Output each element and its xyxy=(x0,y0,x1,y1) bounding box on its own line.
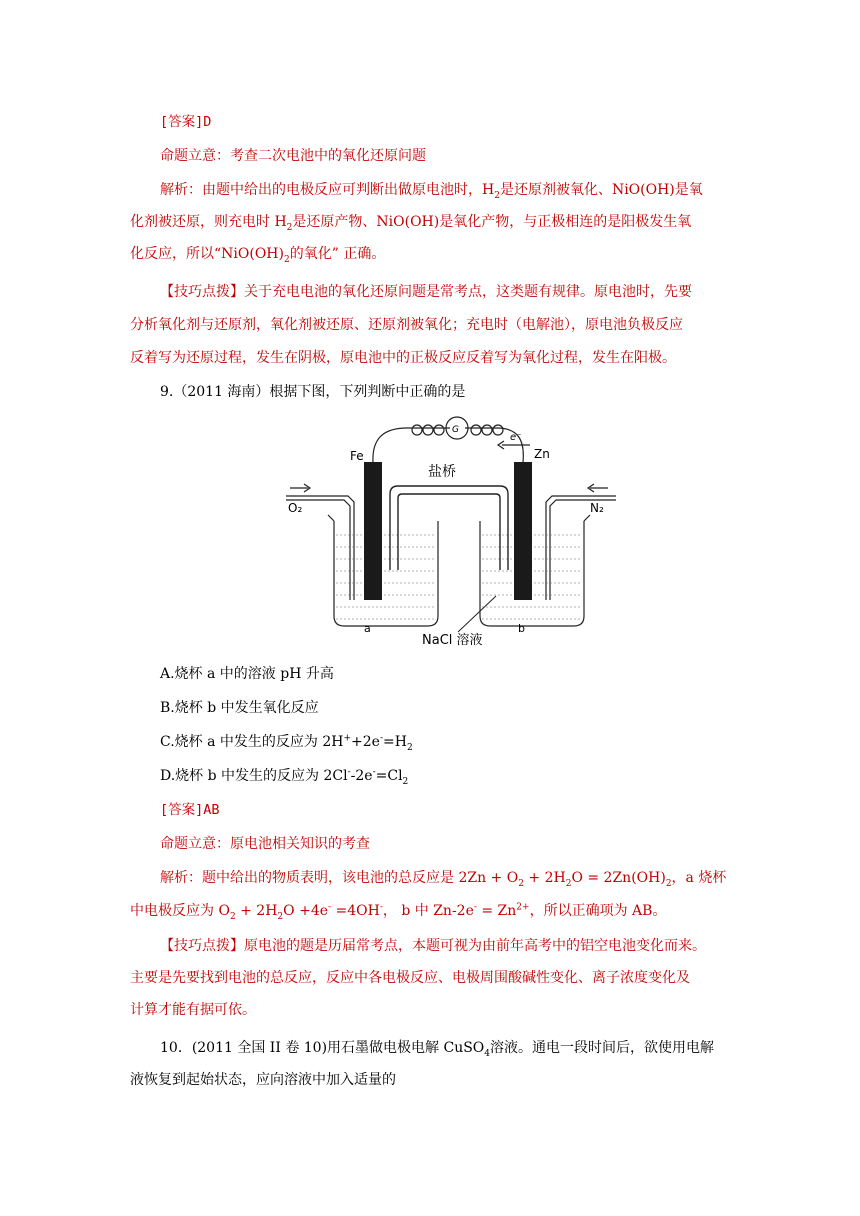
q9-option-c: C.烧杯 a 中发生的反应为 $2H^++2e^-=H_2$ xyxy=(160,733,413,753)
n2-inlet-tube xyxy=(546,496,616,600)
q8-analysis-line-3: 化反应，所以“$NiO(OH)_2$的氧化” 正确。 xyxy=(130,246,386,265)
q8-analysis-line-2: 化剂被还原，则充电时 $H_2$是还原产物、NiO(OH)是氧化产物，与正极相连的是阳极发生氧 xyxy=(130,214,692,233)
left-wire xyxy=(373,428,450,462)
q10-stem-line-1: 10．(2011 全国 II 卷 10)用石墨做电极电解 CuSO$_4$溶液。通电一段时间后，欲使用电解 xyxy=(160,1040,715,1059)
q8-answer: [答案]D xyxy=(160,114,212,130)
q8-intent: 命题立意：考查二次电池中的氧化还原问题 xyxy=(160,148,426,164)
q8-tip-line-1: 【技巧点拨】关于充电电池的氧化还原问题是常考点，这类题有规律。原电池时，先要 xyxy=(160,284,692,300)
q8-analysis-line-1: 解析：由题中给出的电极反应可判断出做原电池时，$H_2$是还原剂被氧化、NiO(OH)是氧 xyxy=(160,182,703,201)
q9-intent: 命题立意：原电池相关知识的考查 xyxy=(160,836,370,852)
salt-bridge-label: 盐桥 xyxy=(428,464,456,480)
q8-tip-line-2: 分析氧化剂与还原剂，氧化剂被还原、还原剂被氧化；充电时（电解池），原电池负极反应 xyxy=(130,317,683,333)
zn-electrode xyxy=(514,462,532,600)
fe-label: Fe xyxy=(350,449,364,463)
q9-option-b: B.烧杯 b 中发生氧化反应 xyxy=(160,700,319,716)
beaker-a-label: a xyxy=(364,622,371,635)
q9-tip-line-1: 【技巧点拨】原电池的题是历届常考点，本题可视为由前年高考中的铝空电池变化而来。 xyxy=(160,938,706,954)
q9-option-a: A.烧杯 a 中的溶液 pH 升高 xyxy=(160,666,334,682)
galvanic-cell-figure xyxy=(282,410,618,650)
q9-analysis-line-1: 解析：题中给出的物质表明，该电池的总反应是 $2Zn + O_2 + 2H_2O = 2Zn(OH)_2$，a 烧杯 xyxy=(160,870,727,889)
galvanic-cell-diagram xyxy=(282,410,618,650)
fe-electrode xyxy=(364,462,382,600)
q8-tip-line-3: 反着写为还原过程，发生在阴极，原电池中的正极反应反着写为氧化过程，发生在阳极。 xyxy=(130,350,676,366)
q10-stem-line-2: 液恢复到起始状态，应向溶液中加入适量的 xyxy=(130,1072,396,1088)
electron-label: e⁻ xyxy=(510,432,522,443)
q9-option-d: D.烧杯 b 中发生的反应为 $2Cl^--2e^-=Cl_2$ xyxy=(160,767,409,787)
q9-tip-line-3: 计算才能有据可依。 xyxy=(130,1002,256,1018)
q9-tip-line-2: 主要是先要找到电池的总反应，反应中各电极反应、电极周围酸碱性变化、离子浓度变化及 xyxy=(130,970,690,986)
zn-label: Zn xyxy=(534,447,550,461)
q9-answer: [答案]AB xyxy=(160,802,220,818)
n2-label: N₂ xyxy=(590,501,604,515)
q9-stem: 9.（2011 海南）根据下图，下列判断中正确的是 xyxy=(160,384,466,400)
salt-bridge xyxy=(390,486,508,570)
nacl-solution-label: NaCl 溶液 xyxy=(422,633,483,648)
q9-analysis-line-2: 中电极反应为 $O_2 + 2H_2O +4e^- =4OH^-$， b 中 $Zn-2e^- = Zn^{2+}$，所以正确项为 AB。 xyxy=(130,902,667,922)
galvanometer-label: G xyxy=(452,425,459,435)
o2-label: O₂ xyxy=(288,501,303,515)
beaker-b-label: b xyxy=(518,622,525,635)
